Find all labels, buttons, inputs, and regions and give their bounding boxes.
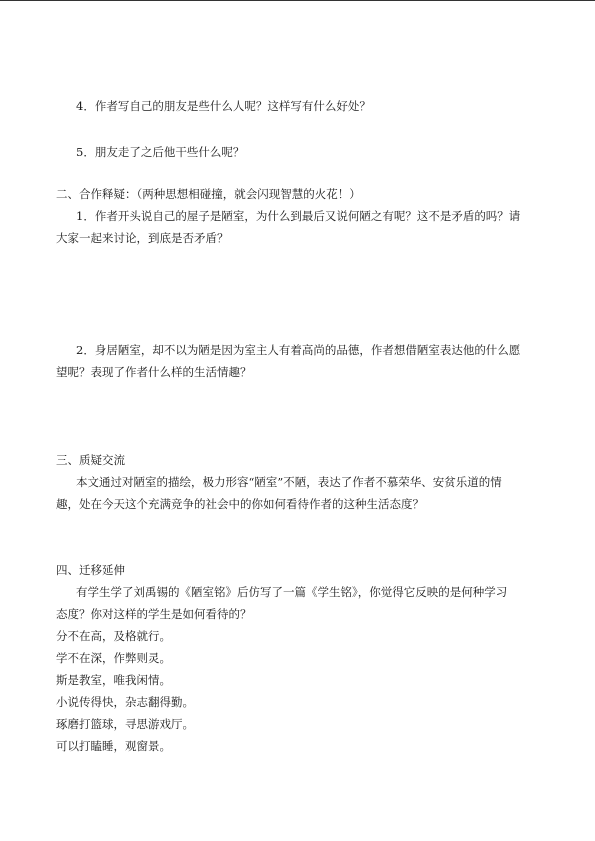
page-top-border <box>0 0 595 1</box>
section-4-paragraph-line-1: 有学生学了刘禹锡的《陋室铭》后仿写了一篇《学生铭》，你觉得它反映的是何种学习 <box>76 585 508 599</box>
question-4: 4．作者写自己的朋友是些什么人呢？这样写有什么好处？ <box>76 99 371 113</box>
poem-line: 分不在高，及格就行。 <box>56 629 171 643</box>
section-3-paragraph-line-2: 趣，处在今天这个充满竞争的社会中的你如何看待作者的这种生活态度？ <box>56 497 424 511</box>
section-2-question-2-line-1: 2．身居陋室，却不以为陋是因为室主人有着高尚的品德，作者想借陋室表达他的什么愿 <box>76 343 521 357</box>
poem-line: 可以打瞌睡，观窗景。 <box>56 739 171 753</box>
section-2-heading: 二、合作释疑：（两种思想相碰撞，就会闪现智慧的火花！） <box>56 187 361 201</box>
poem-line: 学不在深，作弊则灵。 <box>56 651 171 665</box>
section-2-question-1-line-2: 大家一起来讨论，到底是否矛盾？ <box>56 231 229 245</box>
poem-line: 斯是教室，唯我闲情。 <box>56 673 171 687</box>
section-2-question-2-line-2: 望呢？表现了作者什么样的生活情趣？ <box>56 365 252 379</box>
section-3-paragraph-line-1: 本文通过对陋室的描绘，极力形容“陋室”不陋，表达了作者不慕荣华、安贫乐道的情 <box>76 475 502 489</box>
section-3-heading: 三、质疑交流 <box>56 453 125 467</box>
section-2-question-1-line-1: 1．作者开头说自己的屋子是陋室，为什么到最后又说何陋之有呢？这不是矛盾的吗？请 <box>76 209 521 223</box>
section-4-heading: 四、迁移延伸 <box>56 563 125 577</box>
poem-line: 琢磨打篮球，寻思游戏厅。 <box>56 717 194 731</box>
poem-line: 小说传得快，杂志翻得勤。 <box>56 695 194 709</box>
question-5: 5．朋友走了之后他干些什么呢？ <box>76 145 245 159</box>
section-4-paragraph-line-2: 态度？你对这样的学生是如何看待的？ <box>56 607 252 621</box>
